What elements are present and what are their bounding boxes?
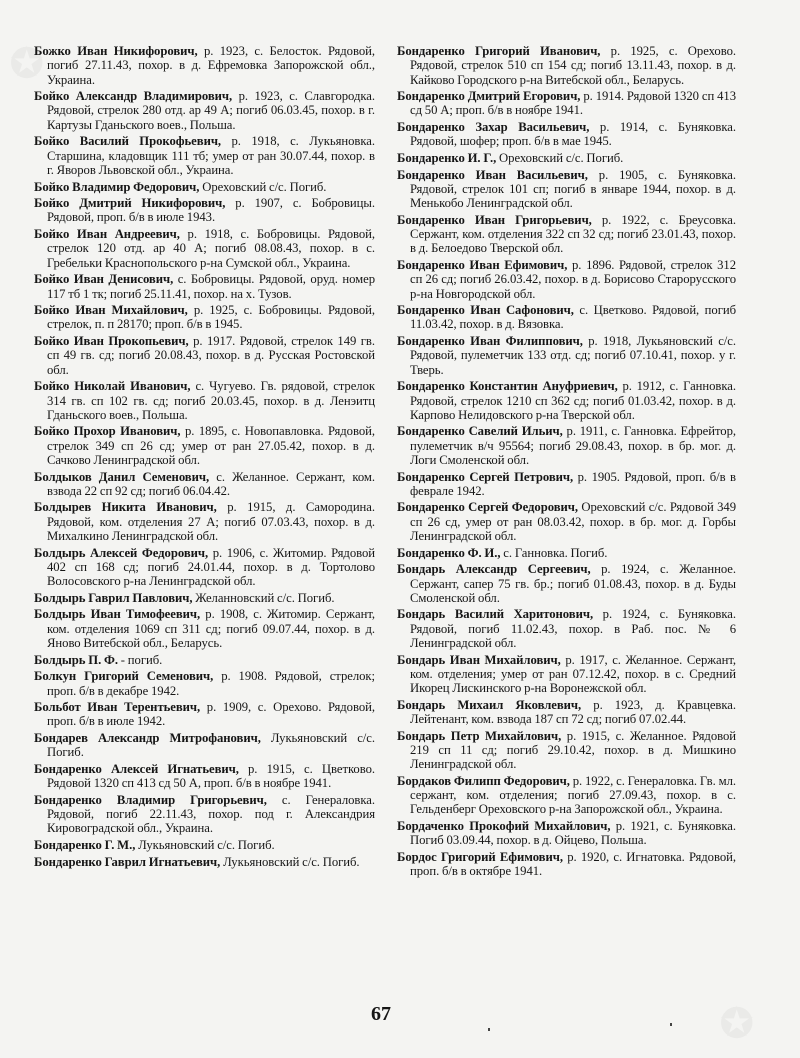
entry-details: р. 1914. Рядовой 1320 сп 413 сд 50 А; проп. б/в в ноябре 1941.	[410, 89, 736, 118]
entry-name: Бойко Иван Андреевич,	[34, 227, 180, 242]
entry	[397, 424, 736, 467]
entry-name: Болдыков Данил Семенович,	[34, 469, 210, 484]
entry-name: Бондарев Александр Митрофанович,	[34, 731, 261, 745]
entry-name: Бойко Иван Прокопьевич,	[34, 334, 189, 349]
entry-details: Ореховский с/с. Погиб.	[496, 150, 624, 165]
entry-details: р. 1907, с. Бобровицы. Рядовой, проп. б/в в июле 1943.	[47, 196, 375, 225]
entry-details: - погиб.	[117, 652, 163, 667]
entry-details: р. 1915, с. Цветково. Рядовой 1320 сп 413 сд 50 А, проп. б/в в ноябре 1941.	[47, 761, 375, 791]
entry-name: Болкун Григорий Семенович,	[34, 669, 214, 684]
entry-name: Бордаченко Прокофий Михайлович,	[397, 819, 611, 834]
right-column	[397, 44, 736, 881]
entry	[34, 134, 375, 177]
entry-name: Болдырь П. Ф.	[34, 652, 118, 667]
scan-speck	[488, 1028, 490, 1031]
entry-details: р. 1922, с. Генераловка. Гв. мл. сержант, ком. отделения; погиб 27.09.43, похор. в с. Гельденберг Ореховского р-на Запорожской обл., Украина.	[410, 773, 736, 817]
entry	[34, 607, 375, 650]
entry-details: р. 1912, с. Ганновка. Рядовой, стрелок 1210 сп 362 сд; погиб 01.03.42, похор. в д. Карпово Нелидовского р-на Тверской обл.	[410, 379, 736, 422]
entry	[34, 700, 375, 729]
entry-name: Бордос Григорий Ефимович,	[397, 849, 563, 864]
entry-name: Божко Иван Никифорович,	[34, 44, 198, 58]
entry-name: Бордаков Филипп Федорович,	[397, 773, 570, 788]
entry-details: с. Генераловка. Рядовой, погиб 22.11.43, похор. под г. Александрия Кировоградской обл., Украина.	[47, 792, 375, 836]
entry	[397, 303, 736, 332]
entry-details: р. 1905. Рядовой, проп. б/в в феврале 1942.	[410, 469, 736, 498]
entry-details: Желанновский с/с. Погиб.	[192, 590, 335, 605]
entry-details: р. 1908, с. Житомир. Сержант, ком. отделения 1069 сп 311 сд; погиб 09.07.44, похор. в д. Яново Витебской обл., Беларусь.	[47, 607, 375, 651]
entry-details: р. 1905, с. Буняковка. Рядовой, стрелок 101 сп; погиб в январе 1944, похор. в д. Менькобо Ленинградской обл.	[410, 167, 736, 211]
entry-details: с. Ганновка. Погиб.	[500, 545, 608, 560]
entry-name: Бондарь Михаил Яковлевич,	[397, 697, 582, 712]
entry-details: р. 1923, с. Белосток. Рядовой, погиб 27.11.43, похор. в д. Ефремовка Запорожской обл., Украина.	[47, 44, 375, 87]
entry	[34, 838, 375, 852]
entry-details: р. 1918, с. Бобровицы. Рядовой, стрелок 120 отд. ар 40 А; погиб 08.08.43, похор. в с. Гребельки Краснопольского р-на Сумской обл., Украина.	[47, 227, 375, 270]
entry	[397, 607, 736, 650]
entry	[397, 379, 736, 422]
entry	[34, 334, 375, 377]
entry	[34, 44, 375, 87]
entry-name: Бойко Дмитрий Никифорович,	[34, 196, 226, 211]
entry	[34, 424, 375, 467]
entry-details: Лукьяновский с/с. Погиб.	[135, 837, 275, 852]
entry-details: р. 1925, с. Бобровицы. Рядовой, стрелок, п. п 28170; проп. б/в в 1945.	[47, 303, 375, 332]
entry	[397, 729, 736, 772]
entry-name: Болдырь Иван Тимофеевич,	[34, 607, 201, 622]
entry	[34, 227, 375, 270]
entry-details: р. 1909, с. Орехово. Рядовой, проп. б/в в июле 1942.	[47, 700, 375, 729]
entry	[34, 470, 375, 499]
entry-details: р. 1917. Рядовой, стрелок 149 гв. сп 49 гв. сд; погиб 20.08.43, похор. в д. Русская Ростовской обл.	[47, 334, 375, 377]
entry-details: Лукьяновский с/с. Погиб.	[47, 731, 375, 760]
stamp-watermark: ✪	[10, 41, 44, 86]
entry-name: Бондарь Василий Харитонович,	[397, 607, 594, 622]
entry	[34, 855, 375, 869]
entry	[34, 591, 375, 605]
entry-details: р. 1925, с. Орехово. Рядовой, стрелок 510 сп 154 сд; погиб 13.11.43, похор. в д. Кайково Городского р-на Витебской обл., Беларусь.	[410, 44, 736, 87]
entry	[397, 120, 736, 149]
entry	[397, 213, 736, 256]
entry	[34, 303, 375, 332]
entry	[397, 698, 736, 727]
entry-name: Болдырь Гаврил Павлович,	[34, 590, 193, 605]
entry-name: Бондаренко Иван Григорьевич,	[397, 212, 592, 227]
entry	[397, 546, 736, 560]
entry-name: Бондарь Иван Михайлович,	[397, 652, 561, 667]
entry	[34, 500, 375, 543]
stamp-watermark: ✪	[720, 1001, 754, 1046]
entry	[397, 653, 736, 696]
entry-details: р. 1908. Рядовой, стрелок; проп. б/в в декабре 1942.	[47, 669, 375, 698]
entry	[34, 762, 375, 791]
entry-details: р. 1915, с. Желанное. Рядовой 219 сп 11 сд; погиб 29.10.42, похор. в д. Мишкино Ленинградской обл.	[410, 728, 737, 772]
entry-name: Бойко Николай Иванович,	[34, 379, 191, 394]
entry	[34, 272, 375, 301]
entry-name: Бондаренко Иван Ефимович,	[397, 257, 568, 272]
entry-details: р. 1915, д. Самородина. Рядовой, ком. отделения 27 А; погиб 07.03.43, похор. в д. Михалкино Ленинградской обл.	[47, 500, 375, 544]
entry-details: с. Цветково. Рядовой, погиб 11.03.42, похор. в д. Вязовка.	[410, 303, 736, 332]
entry-name: Бондаренко Сергей Петрович,	[397, 469, 574, 484]
entry	[34, 653, 375, 667]
entry-name: Бондаренко Г. М.,	[34, 837, 136, 852]
page-number: 67	[371, 1003, 391, 1025]
entry-details: с. Бобровицы. Рядовой, оруд. номер 117 тб 1 тк; погиб 25.11.41, похор. на х. Тузов.	[47, 272, 375, 301]
entry-name: Бондаренко Гаврил Игнатьевич,	[34, 854, 221, 869]
entry-details: с. Желанное. Сержант, ком. взвода 22 сп 92 сд; погиб 06.04.42.	[47, 469, 375, 498]
entry	[397, 850, 736, 879]
entry	[34, 180, 375, 194]
entry-details: р. 1922, с. Бреусовка. Сержант, ком. отделения 322 сп 32 сд; погиб 23.01.43, похор. в д. Белоедово Тверской обл.	[410, 212, 737, 256]
left-column	[34, 44, 375, 871]
entry-details: р. 1923, с. Славгородка. Рядовой, стрелок 280 отд. ар 49 А; погиб 06.03.45, похор. в г. Картузы Гданьского воев., Польша.	[47, 89, 375, 132]
entry-name: Бондаренко Дмитрий Егорович,	[397, 89, 581, 104]
entry-details: р. 1911, с. Ганновка. Ефрейтор, пулеметчик в/ч 95564; погиб 29.08.43, похор. в бр. мог. д. Логи Смоленской обл.	[410, 424, 737, 467]
entry	[397, 500, 736, 543]
entry-details: р. 1920, с. Игнатовка. Рядовой, проп. б/в в октябре 1941.	[410, 849, 736, 879]
entry	[34, 731, 375, 760]
entry-details: р. 1918, Лукьяновский с/с. Рядовой, пулеметчик 133 отд. сд; погиб 07.10.41, похор. у г. Тверь.	[410, 334, 736, 377]
entry	[34, 793, 375, 836]
entry-details: р. 1917, с. Желанное. Сержант, ком. отделения; умер от ран 07.12.42, похор. в с. Средний Икорец Лискинского р-на Воронежской обл.	[410, 652, 736, 696]
entry-details: р. 1921, с. Буняковка. Погиб 03.09.44, похор. в д. Ойцево, Польша.	[410, 819, 736, 848]
entry-name: Бондаренко Григорий Иванович,	[397, 44, 601, 58]
entry	[397, 151, 736, 165]
entry-name: Бойко Иван Михайлович,	[34, 303, 188, 318]
entry-details: Ореховский с/с. Погиб.	[199, 179, 327, 194]
entry	[397, 168, 736, 211]
entry-name: Болдырев Никита Иванович,	[34, 500, 217, 515]
entry-name: Бондаренко Владимир Григорьевич,	[34, 792, 267, 807]
entry	[397, 774, 736, 817]
entry-details: р. 1906, с. Житомир. Рядовой 402 сп 168 сд; погиб 24.01.44, похор. в д. Тортолово Волосовского р-на Ленинградской обл.	[47, 545, 375, 589]
entry-details: Ореховский с/с. Рядовой 349 сп 26 сд, умер от ран 08.03.42, похор. в бр. мог. д. Горбы Ленинградской обл.	[410, 500, 736, 544]
entry-details: р. 1923, д. Кравцевка. Лейтенант, ком. взвода 187 сп 72 сд; погиб 07.02.44.	[410, 697, 736, 727]
entry-name: Бондаренко Захар Васильевич,	[397, 120, 590, 135]
scan-speck	[670, 1023, 672, 1026]
entry-name: Бондаренко Константин Ануфриевич,	[397, 379, 618, 394]
entry	[34, 196, 375, 225]
entry-name: Бондаренко И. Г.,	[397, 150, 497, 165]
entry-name: Больбот Иван Терентьевич,	[34, 700, 201, 715]
entry-name: Бондаренко Сергей Федорович,	[397, 500, 578, 515]
entry-name: Бойко Прохор Иванович,	[34, 424, 181, 439]
entry-details: р. 1896. Рядовой, стрелок 312 сп 26 сд; погиб 26.03.42, похор. в д. Борисово Старорусского р-на Новгородской обл.	[410, 257, 737, 301]
entry	[34, 546, 375, 589]
entry-name: Бондаренко Алексей Игнатьевич,	[34, 761, 239, 776]
entry-name: Бондарь Петр Михайлович,	[397, 728, 562, 743]
entry	[397, 470, 736, 499]
entry-details: р. 1918, с. Лукьяновка. Старшина, кладовщик 111 тб; умер от ран 30.07.44, похор. в г. Яворов Львовской обл., Украина.	[47, 134, 375, 177]
entry	[34, 669, 375, 698]
entry	[397, 44, 736, 87]
entry	[397, 562, 736, 605]
entry-details: с. Чугуево. Гв. рядовой, стрелок 314 гв. сп 102 гв. сд; погиб 20.03.45, похор. в д. Ленэитц Гданьского воев., Польша.	[47, 379, 375, 422]
entry	[34, 89, 375, 132]
entry-name: Бондаренко Иван Сафонович,	[397, 303, 574, 318]
entry-name: Бондаренко Иван Васильевич,	[397, 167, 588, 182]
entry	[397, 89, 736, 118]
entry	[397, 334, 736, 377]
entry-name: Бойко Владимир Федорович,	[34, 179, 200, 194]
entry-name: Бондаренко Иван Филиппович,	[397, 334, 583, 349]
entry-name: Бондарь Александр Сергеевич,	[397, 562, 591, 577]
entry-name: Бойко Иван Денисович,	[34, 272, 174, 287]
entry-details: р. 1895, с. Новопавловка. Рядовой, стрелок 349 сп 26 сд; умер от ран 27.05.42, похор. в д. Сачково Ленинградской обл.	[47, 424, 375, 467]
entry-details: р. 1924, с. Желанное. Сержант, сапер 75 гв. бр.; погиб 01.08.43, похор. в д. Буды Смоленской обл.	[410, 562, 736, 605]
entry	[397, 819, 736, 848]
entry	[34, 379, 375, 422]
entry-name: Бондаренко Ф. И.,	[397, 545, 501, 560]
entry-name: Бойко Александр Владимирович,	[34, 89, 233, 104]
entry	[397, 258, 736, 301]
entry-details: р. 1914, с. Буняковка. Рядовой, шофер; проп. б/в в мае 1945.	[410, 120, 736, 149]
entry-name: Бондаренко Савелий Ильич,	[397, 424, 563, 439]
entry-details: р. 1924, с. Буняковка. Рядовой, погиб 11.02.43, похор. в Раб. пос. № 6 Ленинградской обл.	[410, 607, 736, 651]
entry-details: Лукьяновский с/с. Погиб.	[220, 854, 360, 869]
entry-name: Бойко Василий Прокофьевич,	[34, 134, 222, 149]
entry-name: Болдырь Алексей Федорович,	[34, 545, 209, 560]
